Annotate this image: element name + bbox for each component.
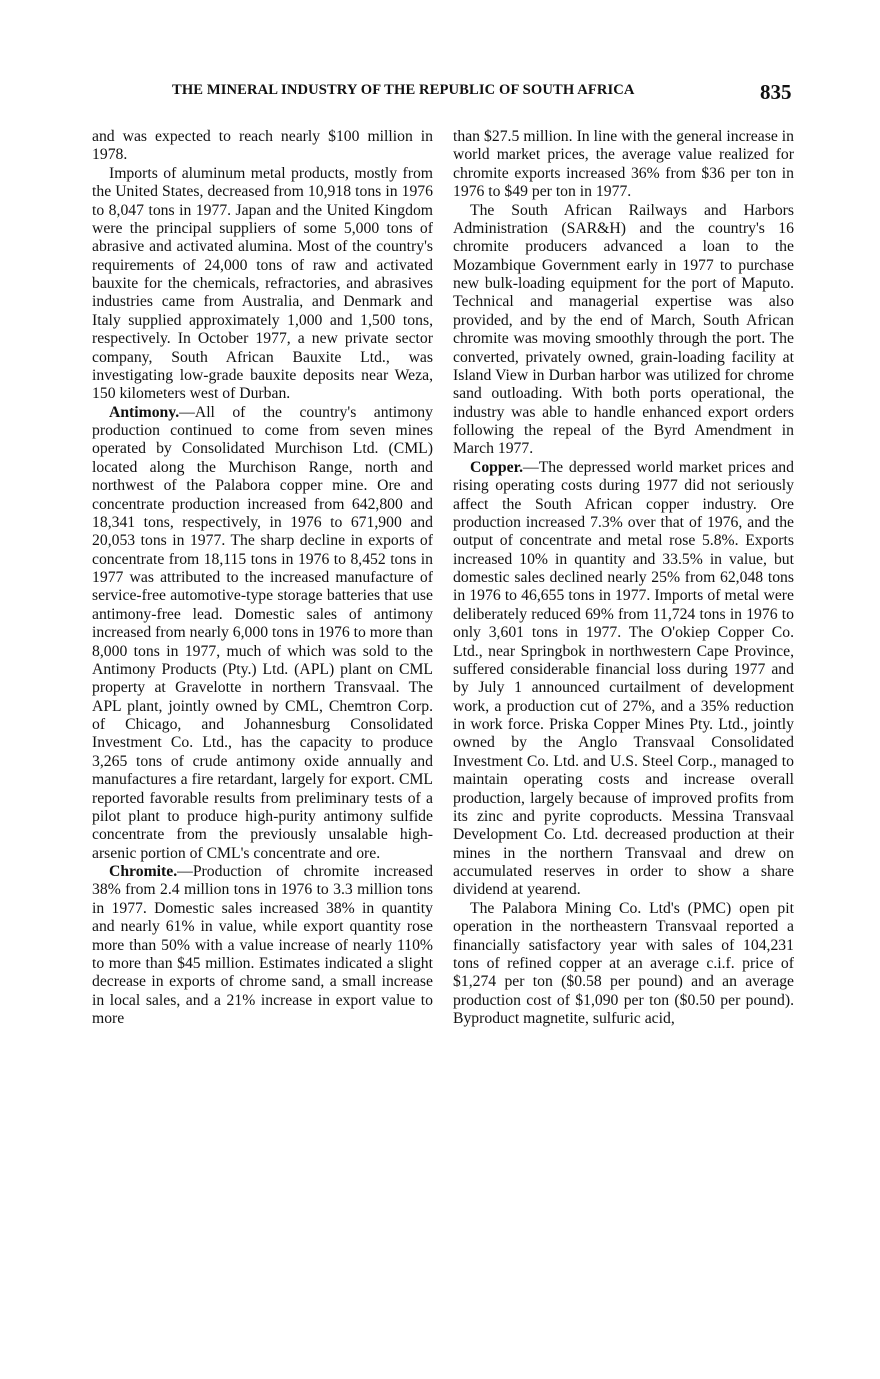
left-column [92, 128, 433, 1028]
paragraph-aluminum-continued: and was expected to reach nearly $100 million in 1978. [92, 128, 433, 164]
paragraph-chromite: Chromite.—Production of chromite increased 38% from 2.4 million tons in 1976 to 3.3 million tons in 1977. Domestic sales increased 38% in quantity and nearly 61% in value, while export quantity rose more than 50% with a value increase of nearly 110% to more than $45 million. Estimates indicated a slight decrease in exports of chrome sand, a small increase in local sales, and a 21% increase in export value to more [92, 863, 433, 1027]
section-heading-chromite: Chromite. [109, 863, 178, 880]
section-heading-antimony: Antimony. [109, 403, 180, 421]
running-head: THE MINERAL INDUSTRY OF THE REPUBLIC OF SOUTH AFRICA [172, 82, 635, 98]
paragraph-chromite-continued: than $27.5 million. In line with the general increase in world market prices, the average value realized for chromite exports increased 36% from $36 per ton in 1976 to $49 per ton in 1977. [453, 128, 794, 201]
paragraph-aluminum-imports: Imports of aluminum metal products, mostly from the United States, decreased from 10,918 tons in 1976 to 8,047 tons in 1977. Japan and the United Kingdom were the principal suppliers of some 5,000 tons of abrasive and activated alumina. Most of the country's requirements of 24,000 tons of raw and activated bauxite for the chemicals, refractories, and abrasives industries came from Australia, and Denmark and Italy supplied approximately 1,000 and 1,500 tons, respectively. In October 1977, a new private sector company, South African Bauxite Ltd., was investigating low-grade bauxite deposits near Weza, 150 kilometers west of Durban. [92, 164, 433, 403]
page-number: 835 [760, 80, 792, 104]
paragraph-antimony: Antimony.—All of the country's antimony production continued to come from seven mines operated by Consolidated Murchison Ltd. (CML) located along the Murchison Range, north and northwest of the Palabora copper mine. Ore and concentrate production increased from 642,800 and 18,341 tons, respectively, in 1976 to 671,900 and 20,053 tons in 1977. The sharp decline in exports of concentrate from 18,115 tons in 1976 to 8,452 tons in 1977 was attributed to the increased manufacture of service-free automotive-type storage batteries that use antimony-free lead. Domestic sales of antimony increased from nearly 6,000 tons in 1976 to more than 8,000 tons in 1977, much of which was sold to the Antimony Products (Pty.) Ltd. (APL) plant on CML property at Gravelotte in northern Transvaal. The APL plant, jointly owned by CML, Chemtron Corp. of Chicago, and Johannesburg Consolidated Investment Co. Ltd., has the capacity to produce 3,265 tons of crude antimony oxide annually and manufactures a fire retardant, largely for export. CML reported favorable results from preliminary tests of a pilot plant to produce high-purity antimony sulfide concentrate from the previously unsalable high-arsenic portion of CML's concentrate and ore. [92, 403, 433, 862]
right-column [453, 128, 794, 1028]
paragraph-palabora: The Palabora Mining Co. Ltd's (PMC) open pit operation in the northeastern Transvaal reported a financially satisfactory year with sales of 104,231 tons of refined copper at an average c.i.f. price of $1,274 per ton ($0.58 per pound) and an average production cost of $1,090 per ton ($0.50 per pound). Byproduct magnetite, sulfuric acid, [453, 899, 794, 1027]
paragraph-copper: Copper.—The depressed world market prices and rising operating costs during 1977 did not seriously affect the South African copper industry. Ore production increased 7.3% over that of 1976, and the output of concentrate and metal rose 5.8%. Exports increased 10% in quantity and 33.5% in value, but domestic sales declined nearly 25% from 62,048 tons in 1976 to 46,655 tons in 1977. Imports of metal were deliberately reduced 69% from 11,724 tons in 1976 to only 3,601 tons in 1977. The O'okiep Copper Co. Ltd., near Springbok in northwestern Cape Province, suffered considerable financial loss during 1977 and by July 1 announced curtailment of development work, a production cut of 27%, and a 35% reduction in work force. Priska Copper Mines Pty. Ltd., jointly owned by the Anglo Transvaal Consolidated Investment Co. Ltd. and U.S. Steel Corp., managed to maintain operating costs and increase overall production, largely because of improved profits from its zinc and pyrite coproducts. Messina Transvaal Development Co. Ltd. decreased production at their mines in the northern Transvaal and drew on accumulated reserves in order to show a share dividend at yearend. [453, 458, 794, 899]
paragraph-sarh-maputo: The South African Railways and Harbors Administration (SAR&H) and the country's 16 chromite producers advanced a loan to the Mozambique Government early in 1977 to purchase new bulk-loading equipment for the port of Maputo. Technical and managerial expertise was also provided, and by the end of March, South African chromite was moving smoothly through the port. The converted, privately owned, grain-loading facility at Island View in Durban harbor was utilized for chrome sand outloading. With both ports operational, the industry was able to handle enhanced export orders following the repeal of the Byrd Amendment in March 1977. [453, 201, 794, 458]
section-heading-copper: Copper. [470, 458, 524, 476]
